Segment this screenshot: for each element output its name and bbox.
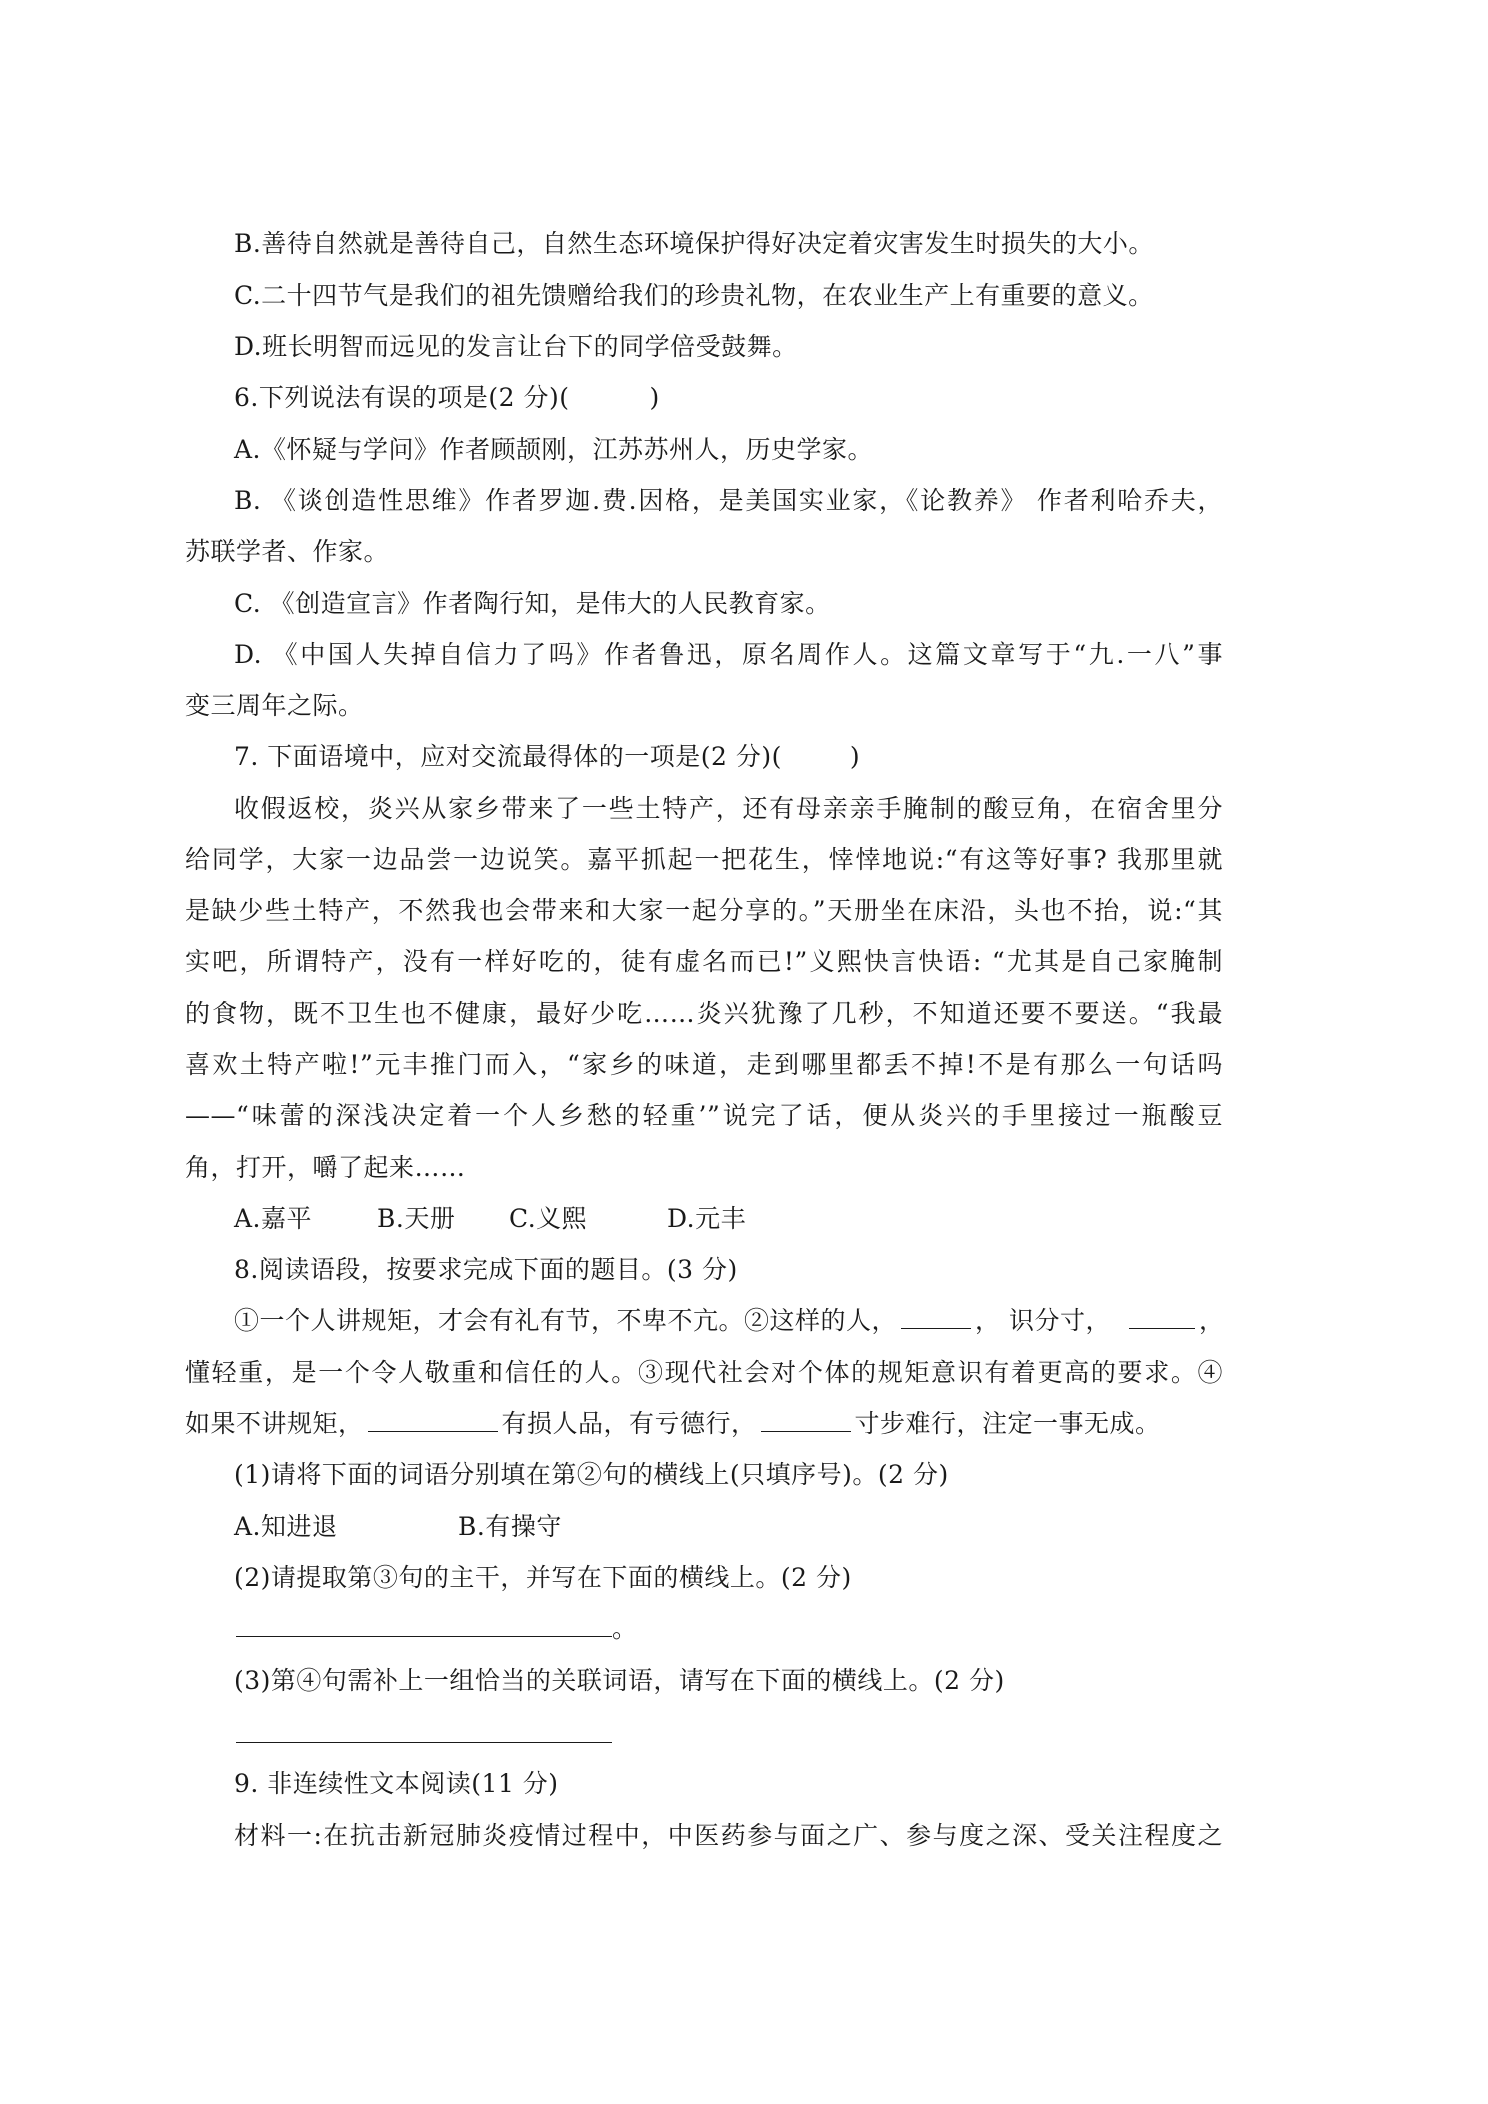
q6-option-c: C. 《创造宣言》作者陶行知，是伟大的人民教育家。 (234, 589, 831, 618)
q8-p1-text-a: ①一个人讲规矩，才会有礼有节，不卑不亢。②这样的人， (234, 1306, 898, 1335)
q8-sub1-option-a: A.知进退 (234, 1512, 338, 1541)
q8-p3-text-b: 有损人品，有亏德行， (501, 1409, 757, 1438)
q8-sub3: (3)第④句需补上一组恰当的关联词语，请写在下面的横线上。(2 分) (234, 1666, 1005, 1695)
q5-option-d: D.班长明智而远见的发言让台下的同学倍受鼓舞。 (234, 332, 798, 361)
q7-passage-line: 给同学，大家一边品尝一边说笑。嘉平抓起一把花生，悻悻地说:“有这等好事? 我那里就 (185, 845, 1223, 874)
q6-option-d-line1: D. 《中国人失掉自信力了吗》作者鲁迅，原名周作人。这篇文章写于“九.一八”事 (234, 640, 1223, 669)
q6-stem-text: 6.下列说法有误的项是(2 分)( (234, 383, 570, 412)
q7-stem-text: 7. 下面语境中，应对交流最得体的一项是(2 分)( (234, 742, 782, 771)
blank-line (1129, 1306, 1195, 1329)
q7-passage-line: 收假返校，炎兴从家乡带来了一些土特产，还有母亲亲手腌制的酸豆角，在宿舍里分 (234, 794, 1223, 823)
q6-option-a: A.《怀疑与学问》作者顾颉刚，江苏苏州人，历史学家。 (234, 435, 874, 464)
q8-paragraph-line3 (185, 1408, 1161, 1440)
q9-material1: 材料一:在抗击新冠肺炎疫情过程中，中医药参与面之广、参与度之深、受关注程度之 (234, 1821, 1223, 1850)
q8-p3-text-c: 寸步难行，注定一事无成。 (854, 1409, 1161, 1438)
q7-passage-line: ——“味蕾的深浅决定着一个人乡愁的轻重’”说完了话，便从炎兴的手里接过一瓶酸豆 (185, 1101, 1223, 1130)
q8-sub1-option-b: B.有操守 (458, 1512, 562, 1541)
q7-option-a: A.嘉平 (234, 1204, 313, 1233)
q8-paragraph-line1 (234, 1305, 1224, 1337)
answer-line (236, 1636, 612, 1637)
blank-line (901, 1306, 971, 1329)
q8-sub1: (1)请将下面的词语分别填在第②句的横线上(只填序号)。(2 分) (234, 1460, 949, 1489)
q7-option-d: D.元丰 (667, 1204, 747, 1233)
q6-option-b-line1: B. 《谈创造性思维》作者罗迦.费.因格，是美国实业家，《论教养》 作者利哈乔夫， (234, 486, 1223, 515)
q5-option-c: C.二十四节气是我们的祖先馈赠给我们的珍贵礼物，在农业生产上有重要的意义。 (234, 281, 1154, 310)
q7-passage-line: 的食物，既不卫生也不健康，最好少吃……炎兴犹豫了几秒，不知道还要不要送。“我最 (185, 999, 1223, 1028)
q7-passage-line: 喜欢土特产啦!”元丰推门而入，“家乡的味道，走到哪里都丢不掉!不是有那么一句话吗 (185, 1050, 1223, 1079)
q7-option-c: C.义熙 (509, 1204, 588, 1233)
q7-stem (234, 741, 860, 773)
q8-stem: 8.阅读语段，按要求完成下面的题目。(3 分) (234, 1255, 738, 1284)
blank-line (761, 1409, 851, 1432)
answer-line (236, 1742, 612, 1743)
q8-p3-text-a: 如果不讲规矩， (185, 1409, 364, 1438)
q7-passage-line: 角，打开，嚼了起来…… (185, 1153, 466, 1182)
q8-paragraph-line2: 懂轻重，是一个令人敬重和信任的人。③现代社会对个体的规矩意识有着更高的要求。④ (185, 1358, 1223, 1387)
q6-stem-close: ) (649, 383, 660, 412)
q6-option-b-line2: 苏联学者、作家。 (185, 537, 390, 566)
q6-option-d-line2: 变三周年之际。 (185, 691, 364, 720)
q6-stem (234, 382, 660, 414)
blank-line (368, 1409, 498, 1432)
q5-option-b: B.善待自然就是善待自己，自然生态环境保护得好决定着灾害发生时损失的大小。 (234, 229, 1154, 258)
q7-option-b: B.天册 (377, 1204, 456, 1233)
q7-passage-line: 是缺少些土特产，不然我也会带来和大家一起分享的。”天册坐在床沿，头也不抬，说:“其 (185, 896, 1223, 925)
q7-stem-close: ) (849, 742, 861, 771)
q8-p1-text-b: ， 识分寸， (975, 1306, 1111, 1335)
q9-stem: 9. 非连续性文本阅读(11 分) (234, 1769, 559, 1798)
q8-sub2-end: 。 (612, 1614, 638, 1643)
q8-p1-text-c: ， (1198, 1306, 1225, 1335)
q8-sub2: (2)请提取第③句的主干，并写在下面的横线上。(2 分) (234, 1563, 852, 1592)
q7-passage-line: 实吧，所谓特产，没有一样好吃的，徒有虚名而已!”义熙快言快语: “尤其是自己家腌制 (185, 947, 1223, 976)
